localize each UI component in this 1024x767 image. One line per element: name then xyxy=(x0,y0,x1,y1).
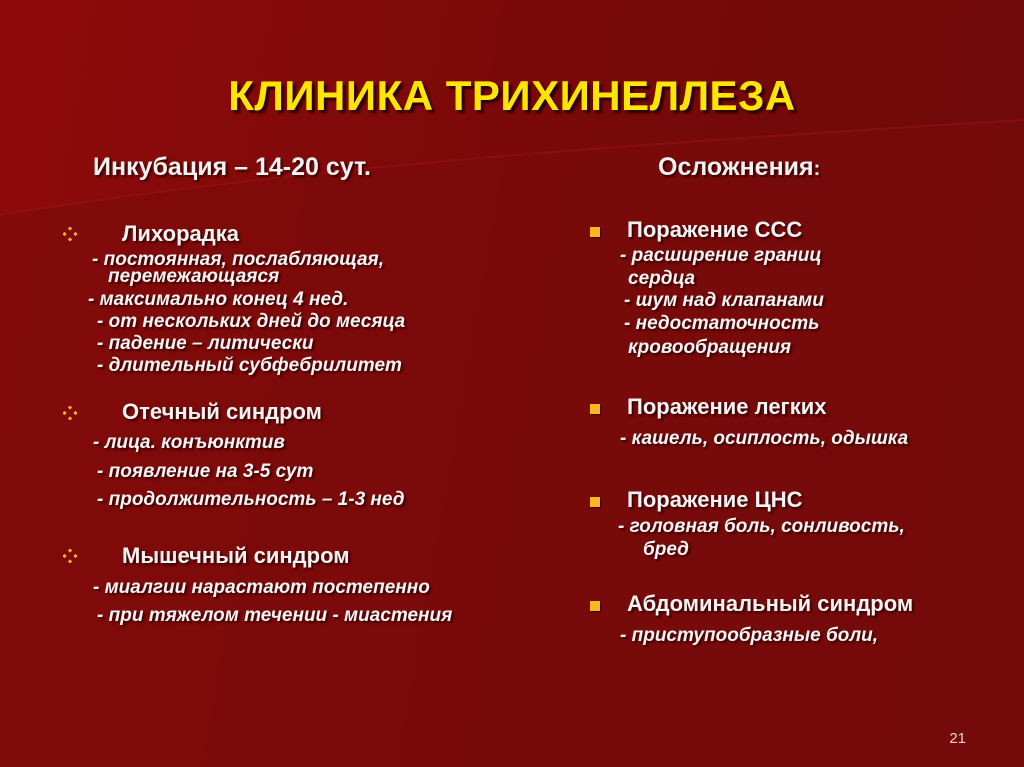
diamond-bullet-icon xyxy=(63,549,77,563)
abdominal-line-1: - приступообразные боли, xyxy=(620,625,879,646)
cardio-line-3: - шум над клапанами xyxy=(624,290,824,311)
cardio-line-4: - недостаточность xyxy=(624,313,820,334)
edema-line-2: - появление на 3-5 сут xyxy=(97,461,314,482)
section-title-abdominal: Абдоминальный синдром xyxy=(627,591,914,616)
edema-line-1: - лица. конъюнктив xyxy=(93,432,285,453)
cardio-line-5: кровообращения xyxy=(628,337,792,358)
fever-line-6: - длительный субфебрилитет xyxy=(97,355,402,376)
fever-line-4: - от нескольких дней до месяца xyxy=(97,311,406,332)
muscle-line-2: - при тяжелом течении - миастения xyxy=(97,605,453,626)
square-bullet-icon xyxy=(590,497,600,507)
section-title-lungs: Поражение легких xyxy=(627,394,827,419)
cardio-line-1: - расширение границ xyxy=(620,245,822,266)
square-bullet-icon xyxy=(590,601,600,611)
fever-line-5: - падение – литически xyxy=(97,333,314,354)
section-title-fever: Лихорадка xyxy=(122,221,239,246)
lungs-line-1: - кашель, осиплость, одышка xyxy=(620,428,909,449)
section-title-cardio: Поражение ССС xyxy=(627,217,803,242)
edema-line-3: - продолжительность – 1-3 нед xyxy=(97,489,405,510)
fever-line-2: перемежающаяся xyxy=(108,266,280,287)
incubation-heading: Инкубация – 14-20 сут. xyxy=(93,153,371,181)
square-bullet-icon xyxy=(590,227,600,237)
fever-line-3: - максимально конец 4 нед. xyxy=(88,289,349,310)
diamond-bullet-icon xyxy=(63,406,77,420)
cardio-line-2: сердца xyxy=(628,268,696,289)
section-title-edema: Отечный синдром xyxy=(122,399,322,424)
muscle-line-1: - миалгии нарастают постепенно xyxy=(93,577,430,598)
cns-line-1: - головная боль, сонливость, xyxy=(618,516,905,537)
section-title-cns: Поражение ЦНС xyxy=(627,487,803,512)
slide-title: КЛИНИКА ТРИХИНЕЛЛЕЗА xyxy=(228,72,796,119)
diamond-bullet-icon xyxy=(63,227,77,241)
cns-line-2: бред xyxy=(643,539,689,560)
complications-heading: Осложнения: xyxy=(658,153,821,181)
page-number: 21 xyxy=(949,730,966,747)
square-bullet-icon xyxy=(590,404,600,414)
section-title-muscle: Мышечный синдром xyxy=(122,543,350,568)
fever-line-1: - постоянная, послабляющая, xyxy=(92,249,385,270)
